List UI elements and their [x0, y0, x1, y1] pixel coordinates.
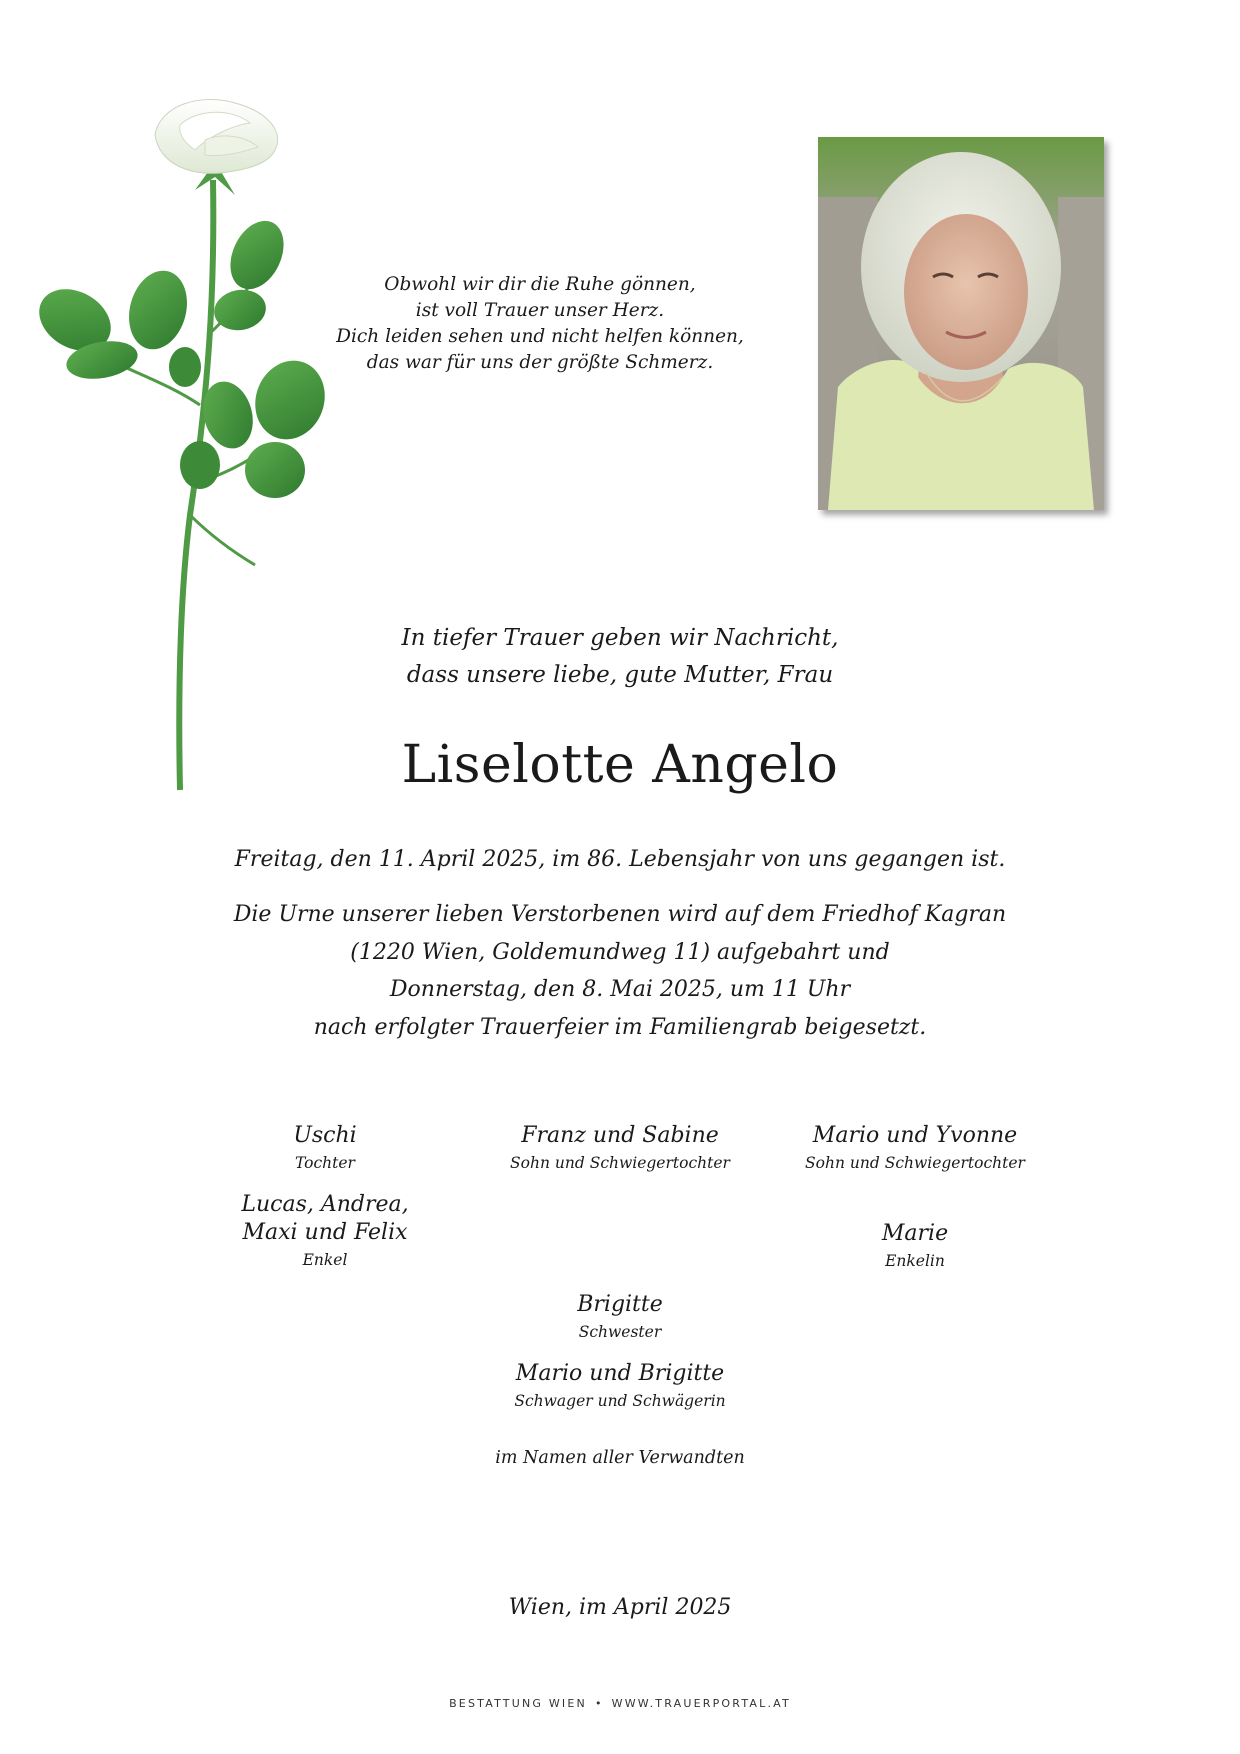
- portrait-image: [818, 137, 1104, 510]
- mourner-relation: Sohn und Schwiegertochter: [510, 1154, 730, 1172]
- footer-separator: •: [594, 1697, 604, 1710]
- deceased-name: Liselotte Angelo: [401, 735, 839, 795]
- portrait-photo: [818, 137, 1104, 510]
- mourner-relation: Sohn und Schwiegertochter: [805, 1154, 1025, 1172]
- footer-brand: BESTATTUNG WIEN: [449, 1697, 587, 1710]
- intro-line-2: dass unsere liebe, gute Mutter, Frau: [406, 662, 834, 688]
- burial-line: Donnerstag, den 8. Mai 2025, um 11 Uhr: [389, 977, 851, 1002]
- mourner-grandchildren: [145, 1191, 505, 1270]
- footer: [320, 1697, 920, 1710]
- burial-line: (1220 Wien, Goldemundweg 11) aufgebahrt und: [350, 939, 890, 965]
- poem-line: das war für uns der größte Schmerz.: [366, 352, 714, 373]
- burial-line: nach erfolgter Trauerfeier im Familiengrab beigesetzt.: [313, 1014, 927, 1040]
- poem-line: Obwohl wir dir die Ruhe gönnen,: [384, 274, 696, 295]
- footer-website-link[interactable]: WWW.TRAUERPORTAL.AT: [611, 1697, 791, 1710]
- death-notice-line: Freitag, den 11. April 2025, im 86. Lebensjahr von uns gegangen ist.: [234, 847, 1006, 872]
- mourner-name: Brigitte: [577, 1292, 663, 1317]
- mourner-mario-yvonne: [735, 1122, 1095, 1173]
- intro-text: [300, 620, 940, 694]
- mourner-name: Franz und Sabine: [521, 1123, 719, 1148]
- mourner-name-line-1: Lucas, Andrea,: [241, 1192, 409, 1217]
- mourner-name: Marie: [881, 1221, 949, 1246]
- mourner-name: Mario und Brigitte: [515, 1361, 725, 1386]
- poem-line: Dich leiden sehen und nicht helfen können,: [336, 326, 744, 347]
- mourner-relation: Enkel: [302, 1251, 348, 1269]
- mourner-name: Mario und Yvonne: [812, 1123, 1018, 1148]
- mourner-name-line-2: Maxi und Felix: [242, 1220, 408, 1245]
- mourner-mario-brigitte: [440, 1360, 800, 1411]
- burial-line: Die Urne unserer lieben Verstorbenen wird auf dem Friedhof Kagran: [233, 902, 1007, 927]
- closing-line: im Namen aller Verwandten: [495, 1448, 745, 1468]
- burial-info: [160, 896, 1080, 1046]
- place-date: Wien, im April 2025: [508, 1595, 732, 1620]
- mourner-marie: [735, 1220, 1095, 1271]
- mourner-relation: Schwager und Schwägerin: [514, 1392, 726, 1410]
- mourner-brigitte: [440, 1291, 800, 1342]
- mourner-relation: Tochter: [295, 1154, 355, 1172]
- mourner-name: Uschi: [293, 1123, 357, 1148]
- intro-line-1: In tiefer Trauer geben wir Nachricht,: [401, 625, 839, 651]
- poem: [330, 272, 750, 376]
- poem-line: ist voll Trauer unser Herz.: [415, 300, 665, 321]
- mourner-relation: Schwester: [578, 1323, 662, 1341]
- mourner-relation: Enkelin: [885, 1252, 945, 1270]
